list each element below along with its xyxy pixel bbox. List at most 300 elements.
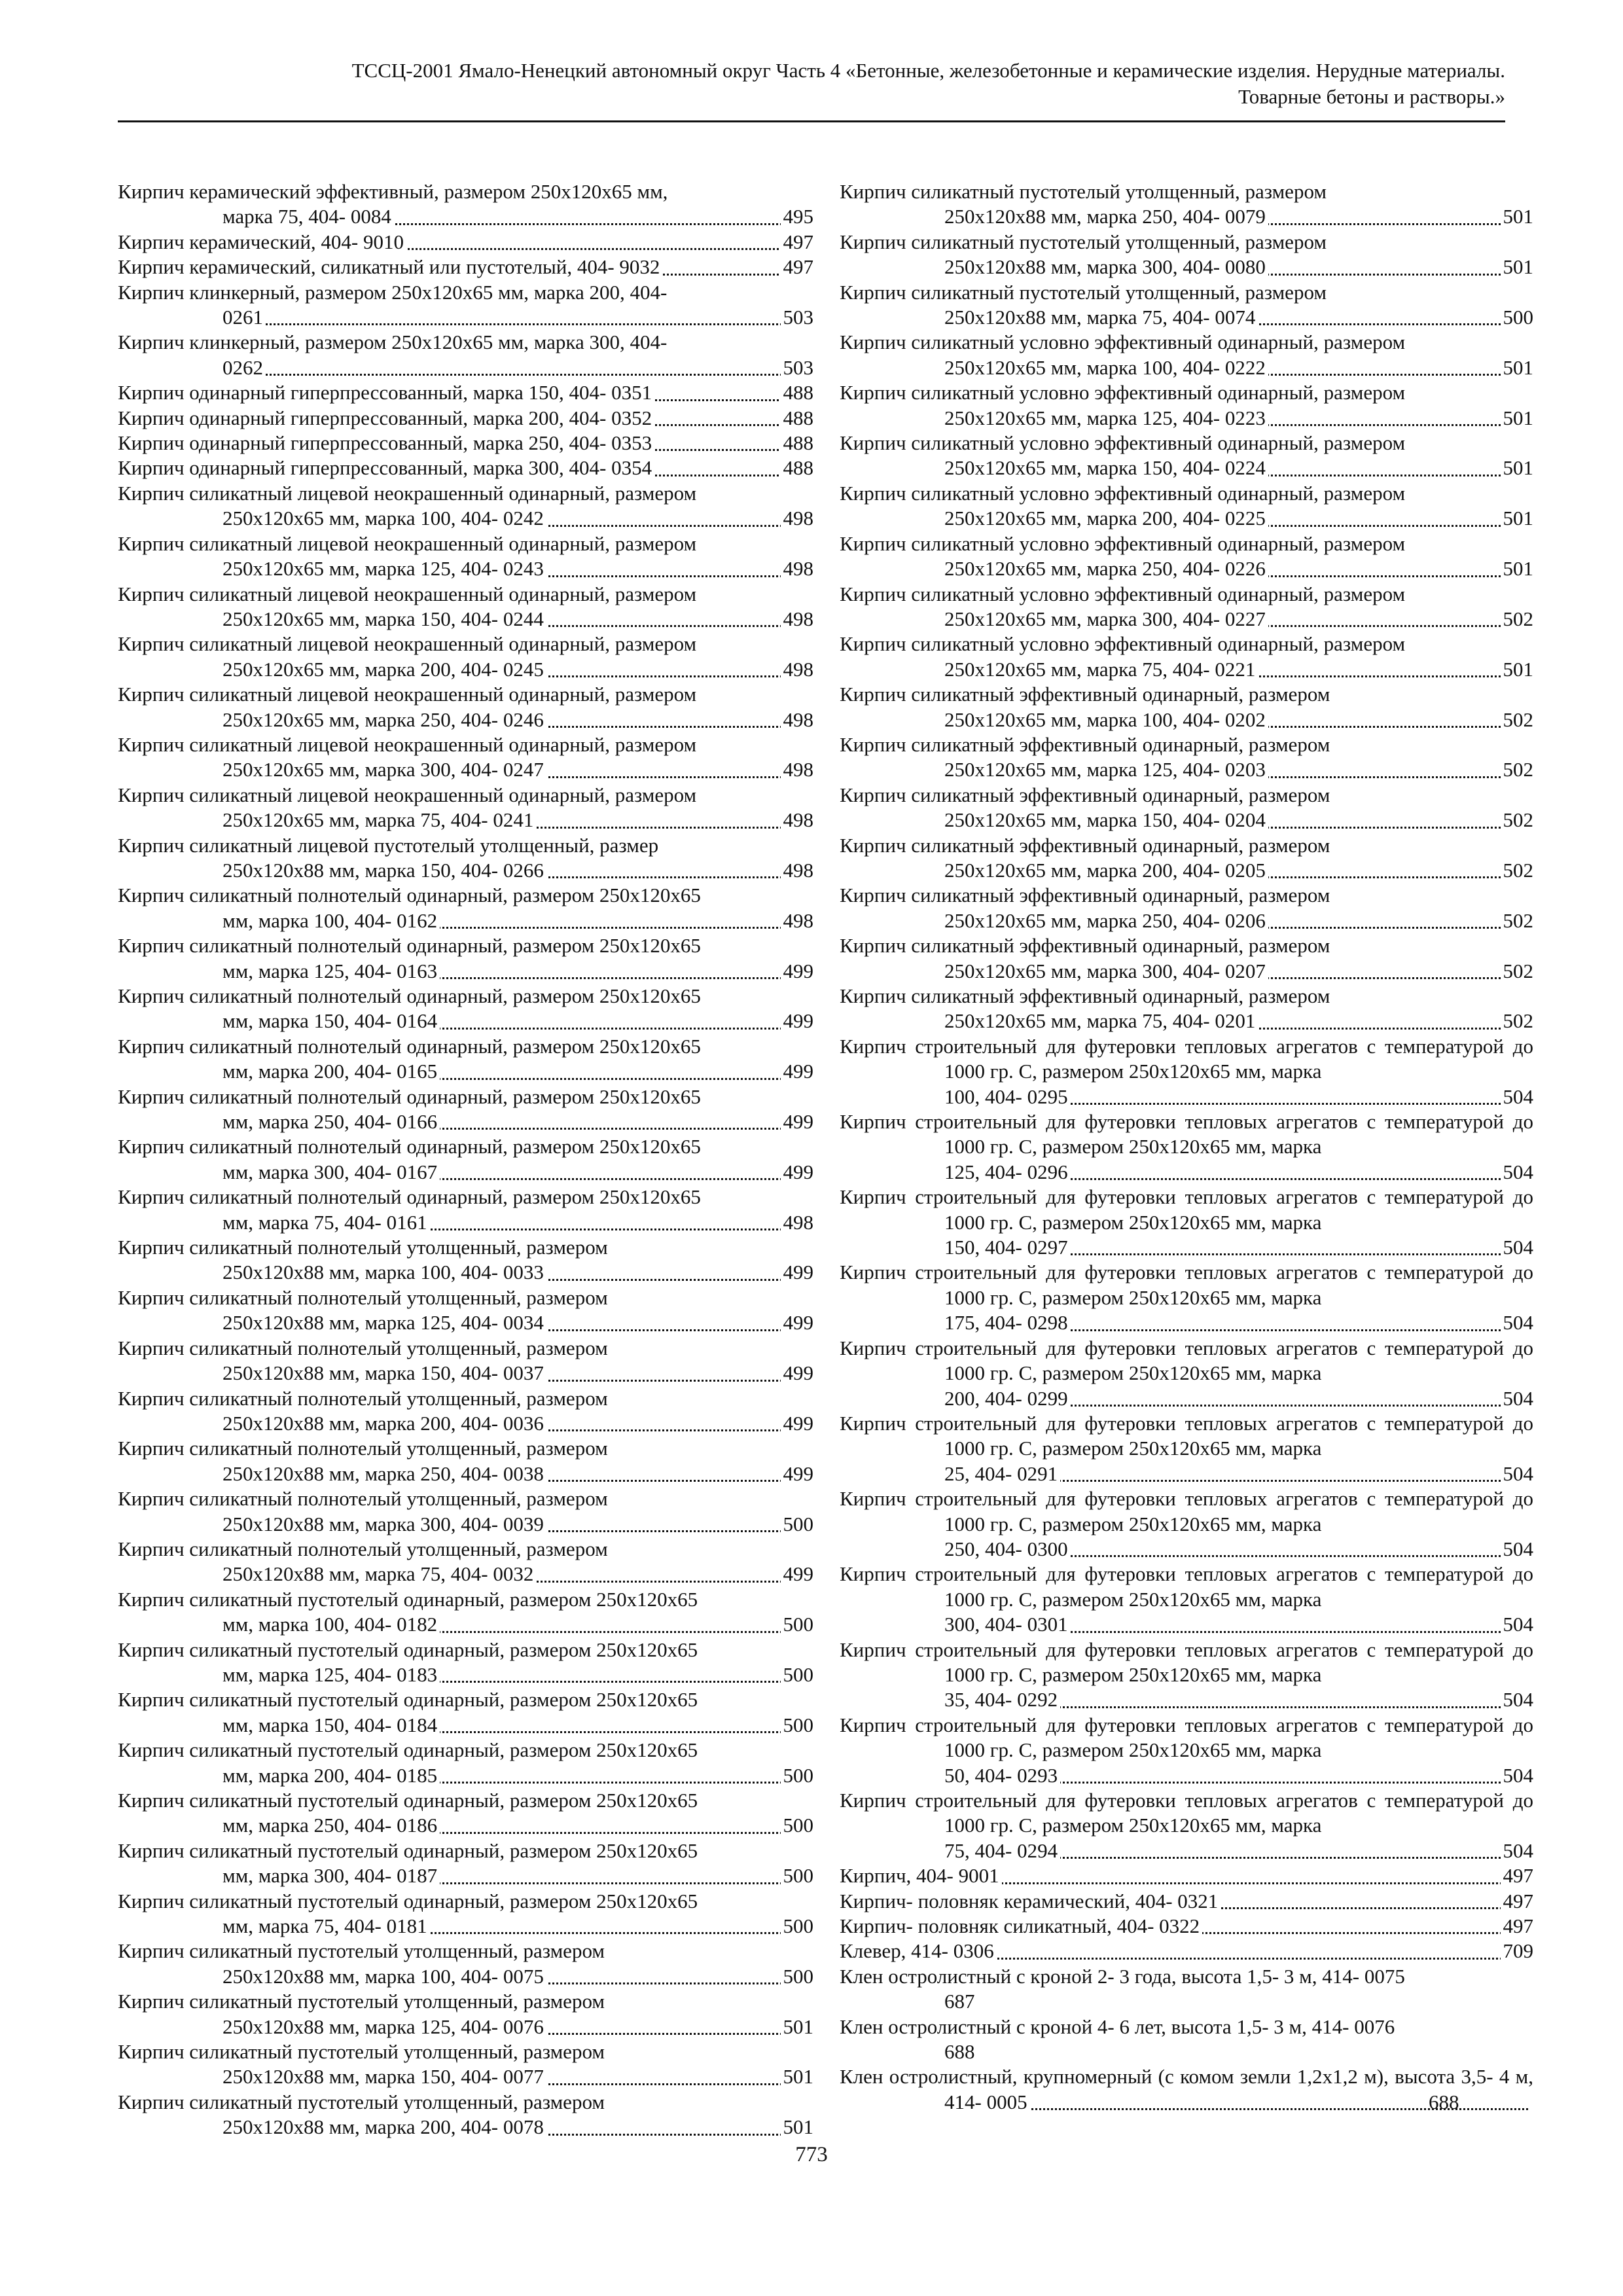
index-entry-tail [944,1085,1533,1109]
index-entry-tail [944,305,1533,330]
index-entry-tail [944,1763,1533,1788]
index-entry [840,531,1533,582]
index-entry-text: Кирпич силикатный полнотелый утолщенный, размером [118,1437,608,1460]
index-entry-tail [944,959,1533,984]
index-entry-tail-text: 250х120х65 мм, марка 200, 404- 0245 [223,658,546,681]
index-entry [840,632,1533,682]
index-entry-text: Кирпич силикатный пустотелый утолщенный, размером [840,280,1327,304]
index-entry [118,682,813,732]
index-entry-tail-text: 250х120х65 мм, марка 250, 404- 0246 [223,708,546,731]
index-entry-page: 500 [781,1813,814,1838]
index-entry-tail [223,1562,813,1587]
index-entry-text: Кирпич силикатный лицевой неокрашенный одинарный, размером [118,783,697,806]
index-entry-tail-text: Кирпич одинарный гиперпрессованный, марка 200, 404- 0352 [118,406,654,429]
index-entry-page: 688 [1531,2090,1533,2115]
page-number: 773 [795,2143,828,2166]
index-entry-page: 497 [1501,1914,1534,1939]
index-entry-text: Кирпич силикатный полнотелый утолщенный, размером [118,1285,608,1309]
index-entry-text: Клен остролистный, крупномерный (с комом земли 1,2х1,2 м), высота 3,5- 4 м, 414- 0005 [840,2065,1533,2113]
index-entry-text: Кирпич силикатный полнотелый утолщенный, размером [118,1537,608,1560]
dot-leader [223,323,813,325]
index-entry-tail [944,1009,1533,1033]
index-entry-tail [840,1939,1533,1964]
index-entry-tail [223,355,813,380]
index-entry [840,1889,1533,1914]
index-entry [118,1085,813,1135]
index-entry-page: 502 [1501,959,1534,984]
index-entry [840,833,1533,884]
index-entry-tail [944,1612,1533,1637]
index-entry-tail [944,1537,1533,1562]
index-entry-page: 504 [1501,1612,1534,1637]
index-entry-tail [223,1763,813,1788]
index-entry [840,1185,1533,1260]
index-entry-text: Кирпич клинкерный, размером 250х120х65 мм, марка 300, 404- [118,331,668,354]
index-entry-text: Кирпич силикатный лицевой неокрашенный одинарный, размером [118,531,697,555]
index-entry-page: 504 [1501,1386,1534,1411]
index-entry-page: 504 [1501,1160,1534,1185]
index-entry-text: Кирпич силикатный условно эффективный одинарный, размером [840,481,1406,505]
header-line-1: ТССЦ-2001 Ямало-Ненецкий автономный округ Часть 4 «Бетонные, железобетонные и керамические изделия. Нерудные материалы. [351,59,1505,82]
index-entry [840,582,1533,632]
index-entry-tail-text: Кирпич- половняк керамический, 404- 0321 [840,1890,1221,1912]
index-entry-page: 499 [781,959,814,984]
index-entry-text: Кирпич силикатный пустотелый утолщенный, размером [840,180,1327,203]
index-entry-tail-text: 250х120х65 мм, марка 300, 404- 0247 [223,758,546,781]
index-entry-page: 502 [1501,808,1534,833]
index-entry-page: 502 [1501,858,1534,883]
index-column-right [840,179,1533,2115]
index-entry [840,1411,1533,1486]
index-entry-page: 687 [944,1990,975,2013]
index-entry-tail-text: 125, 404- 0296 [944,1160,1071,1183]
index-entry-page: 501 [1501,204,1534,229]
index-entry-text: Кирпич силикатный эффективный одинарный, размером [840,884,1330,907]
index-entry-tail [223,757,813,782]
index-entry-page: 499 [781,1361,814,1386]
index-entry-tail-text: 175, 404- 0298 [944,1311,1071,1334]
index-entry-tail-text: 250х120х88 мм, марка 300, 404- 0080 [944,255,1268,278]
index-entry [118,1889,813,1939]
index-entry-tail-text: 50, 404- 0293 [944,1764,1060,1787]
index-entry-tail [944,757,1533,782]
index-entry-tail [223,1009,813,1033]
index-entry [840,1788,1533,1863]
header-line-2: Товарные бетоны и растворы.» [1238,85,1505,108]
index-entry [840,1713,1533,1788]
index-entry [840,1863,1533,1888]
index-entry-page: 499 [781,1462,814,1486]
index-entry-tail [840,1914,1533,1939]
index-entry-text: Кирпич силикатный пустотелый утолщенный, размером [118,1990,605,2013]
index-entry-tail-text: 250х120х65 мм, марка 250, 404- 0226 [944,557,1268,580]
index-entry [118,255,813,279]
index-entry-tail-text: мм, марка 200, 404- 0165 [223,1060,440,1083]
index-entry-text: Кирпич силикатный полнотелый одинарный, размером 250х120х65 [118,1085,701,1108]
index-entry-tail-text: 250х120х88 мм, марка 75, 404- 0074 [944,306,1258,329]
index-entry [118,481,813,531]
page-header [118,58,1505,110]
index-entry [840,783,1533,833]
index-entry-tail-text: 0261 [223,306,266,329]
index-entry-tail-text: 250х120х65 мм, марка 75, 404- 0221 [944,658,1258,681]
index-entry-tail [944,808,1533,833]
index-entry [840,179,1533,230]
index-entry-text: Кирпич силикатный эффективный одинарный, размером [840,934,1330,958]
index-entry-page: 501 [1501,355,1534,380]
index-entry [118,456,813,480]
index-entry-page: 488 [781,431,814,456]
index-entry-tail [223,1310,813,1335]
index-entry-tail [223,305,813,330]
index-entry [840,984,1533,1034]
index-entry-tail-text: мм, марка 75, 404- 0181 [223,1914,430,1937]
index-entry-tail-text: Кирпич- половняк силикатный, 404- 0322 [840,1914,1202,1937]
index-entry [118,431,813,456]
index-entry-tail-text: 250х120х65 мм, марка 200, 404- 0225 [944,507,1268,529]
index-entry-text: Кирпич строительный для футеровки тепловых агрегатов с температурой до 1000 гр. С, размером 250х120х65 мм, марка [840,1713,1533,1762]
index-entry-tail [223,1462,813,1486]
index-entry-tail [118,255,813,279]
index-entry [118,1285,813,1336]
index-entry [840,2015,1533,2065]
index-entry-tail-text: 250х120х65 мм, марка 150, 404- 0244 [223,607,546,630]
index-entry-page: 498 [781,757,814,782]
index-entry-page: 499 [781,1562,814,1587]
index-entry [840,1260,1533,1335]
index-entry-tail [223,1813,813,1838]
index-entry-text: Кирпич силикатный полнотелый одинарный, размером 250х120х65 [118,1034,701,1058]
index-entry-tail [944,1235,1533,1260]
index-entry-page: 501 [781,2115,814,2140]
index-entry [118,1185,813,1235]
index-entry-tail [223,1059,813,1084]
index-entry-text: Кирпич силикатный эффективный одинарный, размером [840,984,1330,1007]
index-entry-tail [223,1914,813,1939]
index-entry-tail-text: 250х120х88 мм, марка 75, 404- 0032 [223,1562,536,1585]
index-entry-tail-text: Кирпич одинарный гиперпрессованный, марка 300, 404- 0354 [118,456,654,479]
index-entry-tail [223,204,813,229]
index-entry-tail-text: 250х120х65 мм, марка 150, 404- 0224 [944,456,1268,479]
header-rule [118,120,1505,122]
index-entry [840,682,1533,732]
index-entry-tail-text: 250х120х65 мм, марка 300, 404- 0227 [944,607,1268,630]
index-entry-text: Кирпич строительный для футеровки тепловых агрегатов с температурой до 1000 гр. С, размером 250х120х65 мм, марка [840,1336,1533,1385]
index-entry-tail [223,908,813,933]
index-entry-tail-text: 150, 404- 0297 [944,1236,1071,1259]
index-entry-text: Кирпич силикатный условно эффективный одинарный, размером [840,531,1406,555]
index-entry-page: 498 [781,607,814,632]
index-entry-tail-text: мм, марка 75, 404- 0161 [223,1211,430,1234]
index-entry-page: 499 [781,1160,814,1185]
index-entry-text: Кирпич строительный для футеровки тепловых агрегатов с температурой до 1000 гр. С, размером 250х120х65 мм, марка [840,1638,1533,1686]
index-entry-tail-text: 200, 404- 0299 [944,1387,1071,1410]
index-entry-tail [223,1512,813,1537]
index-entry-text: Кирпич силикатный пустотелый утолщенный, размером [118,1939,605,1963]
index-entry-page: 709 [1501,1939,1534,1964]
index-entry [840,1109,1533,1185]
index-entry-text: Кирпич силикатный эффективный одинарный, размером [840,683,1330,706]
index-entry-text: Кирпич силикатный пустотелый одинарный, размером 250х120х65 [118,1738,698,1762]
index-entry-text: Кирпич силикатный лицевой неокрашенный одинарный, размером [118,732,697,756]
index-entry-text: Кирпич силикатный полнотелый одинарный, размером 250х120х65 [118,884,701,907]
index-entry-tail [944,607,1533,632]
index-entry-page: 499 [781,1109,814,1134]
index-entry-text: Кирпич керамический эффективный, размером 250х120х65 мм, [118,180,668,203]
index-entry-tail [223,607,813,632]
index-entry-tail-text: марка 75, 404- 0084 [223,205,394,228]
index-entry [840,280,1533,331]
index-entry-tail-text: 250х120х65 мм, марка 200, 404- 0205 [944,859,1268,882]
index-entry-tail [223,1160,813,1185]
index-entry-page: 500 [781,1512,814,1537]
index-entry-text: Клен остролистный с кроной 4- 6 лет, высота 1,5- 3 м, 414- 0076 [840,2015,1395,2038]
index-entry-tail [223,1411,813,1436]
index-entry-tail [944,657,1533,682]
index-entry [840,1034,1533,1109]
index-entry-tail-text: Кирпич одинарный гиперпрессованный, марка 150, 404- 0351 [118,381,654,404]
index-entry-text: Кирпич силикатный полнотелый утолщенный, размером [118,1236,608,1259]
index-entry-page: 501 [1501,255,1534,279]
index-entry-page: 499 [781,1009,814,1033]
index-entry-tail [944,708,1533,732]
index-entry-tail-text: мм, марка 250, 404- 0186 [223,1814,440,1837]
index-entry-tail [118,406,813,431]
index-entry-page: 501 [781,2015,814,2039]
index-entry-tail-text: 0262 [223,356,266,379]
index-entry-tail-text: Кирпич, 404- 9001 [840,1864,1002,1887]
index-entry-tail [223,2015,813,2039]
index-entry [840,1336,1533,1411]
index-entry-tail [118,380,813,405]
index-entry [840,1562,1533,1637]
index-entry-tail [223,1612,813,1637]
index-entry-page: 497 [781,255,814,279]
index-entry [118,1235,813,1285]
index-entry-page: 499 [781,1260,814,1285]
index-entry-text: Кирпич силикатный полнотелый одинарный, размером 250х120х65 [118,1135,701,1158]
index-entry-tail-text: 250х120х65 мм, марка 250, 404- 0206 [944,909,1268,932]
index-entry [840,1964,1533,2015]
index-entry-tail-text: Кирпич одинарный гиперпрессованный, марка 250, 404- 0353 [118,431,654,454]
index-entry-page: 504 [1501,1310,1534,1335]
index-entry-tail [944,556,1533,581]
index-entry-tail [944,1160,1533,1185]
index-entry [118,1638,813,1688]
index-entry-tail [223,1662,813,1687]
index-entry-tail-text: 250х120х88 мм, марка 150, 404- 0266 [223,859,546,882]
index-entry [118,230,813,255]
index-column-left [118,179,813,2140]
index-entry [118,531,813,582]
index-entry-tail [944,1310,1533,1335]
index-entry-tail [944,1687,1533,1712]
index-entry-text: Кирпич силикатный полнотелый утолщенный, размером [118,1336,608,1359]
dot-leader [223,374,813,376]
index-entry-tail [223,556,813,581]
index-entry-tail [223,2064,813,2089]
index-entry [118,933,813,984]
index-entry-page: 504 [1501,1839,1534,1863]
index-entry-page: 499 [781,1411,814,1436]
index-entry-tail [944,204,1533,229]
index-entry-text: Кирпич силикатный пустотелый утолщенный, размером [118,2090,605,2113]
index-entry-tail-text: 250х120х65 мм, марка 125, 404- 0243 [223,557,546,580]
index-entry-page: 504 [1501,1462,1534,1486]
index-entry-page: 498 [781,506,814,531]
index-entry-text: Кирпич строительный для футеровки тепловых агрегатов с температурой до 1000 гр. С, размером 250х120х65 мм, марка [840,1789,1533,1837]
index-entry-text: Кирпич силикатный лицевой неокрашенный одинарный, размером [118,582,697,605]
index-entry-tail [840,1889,1533,1914]
index-entry-tail-text: 250х120х88 мм, марка 150, 404- 0037 [223,1361,546,1384]
index-entry-tail-text: мм, марка 250, 404- 0166 [223,1110,440,1133]
index-entry-page: 501 [781,2064,814,2089]
index-entry-tail-text: 250х120х65 мм, марка 125, 404- 0203 [944,758,1268,781]
index-entry [118,1738,813,1788]
index-entry-text: Кирпич силикатный полнотелый утолщенный, размером [118,1487,608,1511]
index-entry [840,732,1533,783]
index-entry-text: Кирпич силикатный условно эффективный одинарный, размером [840,632,1406,656]
index-entry-tail-text: 250х120х88 мм, марка 100, 404- 0033 [223,1261,546,1283]
index-entry [118,179,813,230]
index-entry [118,406,813,431]
index-entry-tail [944,1839,1533,1863]
index-entry-page: 500 [781,1964,814,1989]
index-entry-text: Кирпич силикатный условно эффективный одинарный, размером [840,582,1406,605]
index-entry-page: 488 [781,406,814,431]
index-entry-text: Кирпич строительный для футеровки тепловых агрегатов с температурой до 1000 гр. С, размером 250х120х65 мм, марка [840,1185,1533,1234]
index-entry-tail-text: 25, 404- 0291 [944,1462,1060,1485]
index-entry-page: 502 [1501,757,1534,782]
index-entry-text: Кирпич строительный для футеровки тепловых агрегатов с температурой до 1000 гр. С, размером 250х120х65 мм, марка [840,1487,1533,1535]
index-entry-tail [223,708,813,732]
index-entry-page: 501 [1501,556,1534,581]
index-entry-tail-text: 300, 404- 0301 [944,1613,1071,1636]
index-entry-tail-text: мм, марка 125, 404- 0163 [223,960,440,982]
index-entry [118,330,813,380]
index-entry [118,582,813,632]
index-entry-text: Кирпич строительный для футеровки тепловых агрегатов с температурой до 1000 гр. С, размером 250х120х65 мм, марка [840,1562,1533,1611]
index-entry [840,230,1533,280]
index-entry-text: Кирпич клинкерный, размером 250х120х65 мм, марка 200, 404- [118,280,668,304]
index-entry [118,380,813,405]
index-entry-page: 500 [781,1863,814,1888]
index-entry-tail-text: 100, 404- 0295 [944,1085,1071,1108]
index-entry-page: 504 [1501,1687,1534,1712]
index-entry-tail-text: 250, 404- 0300 [944,1537,1071,1560]
index-entry-tail [944,1462,1533,1486]
index-entry-page: 500 [1501,305,1534,330]
index-entry-tail-text: 75, 404- 0294 [944,1839,1060,1862]
index-entry-page: 500 [781,1763,814,1788]
index-entry-text: Кирпич силикатный условно эффективный одинарный, размером [840,431,1406,455]
index-entry-tail [944,456,1533,480]
index-entry-page: 498 [781,808,814,833]
index-entry-tail [944,506,1533,531]
index-entry [118,1486,813,1537]
index-entry [118,2090,813,2140]
index-entry-text: Кирпич строительный для футеровки тепловых агрегатов с температурой до 1000 гр. С, размером 250х120х65 мм, марка [840,1034,1533,1083]
index-entry-tail [944,1386,1533,1411]
index-entry [118,783,813,833]
index-entry-tail-text: мм, марка 100, 404- 0162 [223,909,440,932]
index-entry-page: 504 [1501,1235,1534,1260]
index-entry [840,431,1533,481]
index-entry-tail-text: Кирпич керамический, силикатный или пустотелый, 404- 9032 [118,255,662,278]
index-entry-tail-text: 35, 404- 0292 [944,1688,1060,1711]
index-entry-tail-text: мм, марка 125, 404- 0183 [223,1663,440,1686]
index-entry-tail [840,1863,1533,1888]
index-entry-page: 500 [781,1612,814,1637]
index-entry-text: Кирпич силикатный лицевой пустотелый утолщенный, размер [118,833,659,857]
index-entry-page: 497 [781,230,814,255]
index-entry [118,1687,813,1738]
index-entry-tail-text: 250х120х88 мм, марка 200, 404- 0036 [223,1412,546,1435]
index-entry [118,833,813,884]
index-entry-tail [944,406,1533,431]
index-entry-page: 498 [781,858,814,883]
index-entry-text: Кирпич силикатный пустотелый одинарный, размером 250х120х65 [118,1688,698,1712]
index-entry-text: Клен остролистный с кроной 2- 3 года, высота 1,5- 3 м, 414- 0075 [840,1964,1405,1988]
index-entry [118,1336,813,1386]
index-entry-text: Кирпич строительный для футеровки тепловых агрегатов с температурой до 1000 гр. С, размером 250х120х65 мм, марка [840,1411,1533,1460]
index-entry-page: 499 [781,1310,814,1335]
index-entry-tail-text: 250х120х65 мм, марка 75, 404- 0201 [944,1009,1258,1032]
index-entry-page: 688 [944,2040,975,2064]
index-entry-page: 500 [781,1914,814,1939]
index-entry-tail [223,657,813,682]
index-entry-tail [223,858,813,883]
index-entry [840,2064,1533,2115]
index-entry [118,1989,813,2039]
index-entry-text: Кирпич силикатный эффективный одинарный, размером [840,732,1330,756]
index-entry-tail [944,858,1533,883]
index-entry-tail-text: Клевер, 414- 0306 [840,1939,997,1962]
index-entry [118,1537,813,1587]
index-entry [840,883,1533,933]
index-entry-tail [118,456,813,480]
index-entry-page: 499 [781,1059,814,1084]
index-entry-page: 502 [1501,1009,1534,1033]
index-entry-text: Кирпич силикатный пустотелый утолщенный, размером [840,230,1327,253]
index-entry-page: 501 [1501,506,1534,531]
index-entry-text: Кирпич силикатный пустотелый утолщенный, размером [118,2040,605,2064]
index-entry-tail-text: 250х120х65 мм, марка 100, 404- 0222 [944,356,1268,379]
index-entry-tail [223,1260,813,1285]
index-entry-page: 497 [1501,1863,1534,1888]
index-entry-tail [223,506,813,531]
index-entry-tail [944,908,1533,933]
index-entry-page: 498 [781,1210,814,1235]
index-entry-text: Кирпич силикатный пустотелый одинарный, размером 250х120х65 [118,1587,698,1611]
index-entry [840,1914,1533,1939]
index-entry-tail-text: 250х120х65 мм, марка 125, 404- 0223 [944,406,1268,429]
index-entry [840,1486,1533,1562]
index-entry [840,1939,1533,1964]
index-entry-page: 488 [781,456,814,480]
index-entry-text: Кирпич силикатный полнотелый утолщенный, размером [118,1386,608,1410]
index-entry-tail-text: мм, марка 300, 404- 0167 [223,1160,440,1183]
index-entry-page: 504 [1501,1085,1534,1109]
index-entry-tail [223,1713,813,1738]
index-entry-text: Кирпич строительный для футеровки тепловых агрегатов с температурой до 1000 гр. С, размером 250х120х65 мм, марка [840,1261,1533,1309]
index-entry-page: 504 [1501,1537,1534,1562]
index-entry-tail-text: мм, марка 150, 404- 0164 [223,1009,440,1032]
index-entry-page: 500 [781,1662,814,1687]
index-entry-page: 500 [781,1713,814,1738]
index-entry [118,984,813,1034]
index-entry-text: Кирпич силикатный эффективный одинарный, размером [840,833,1330,857]
